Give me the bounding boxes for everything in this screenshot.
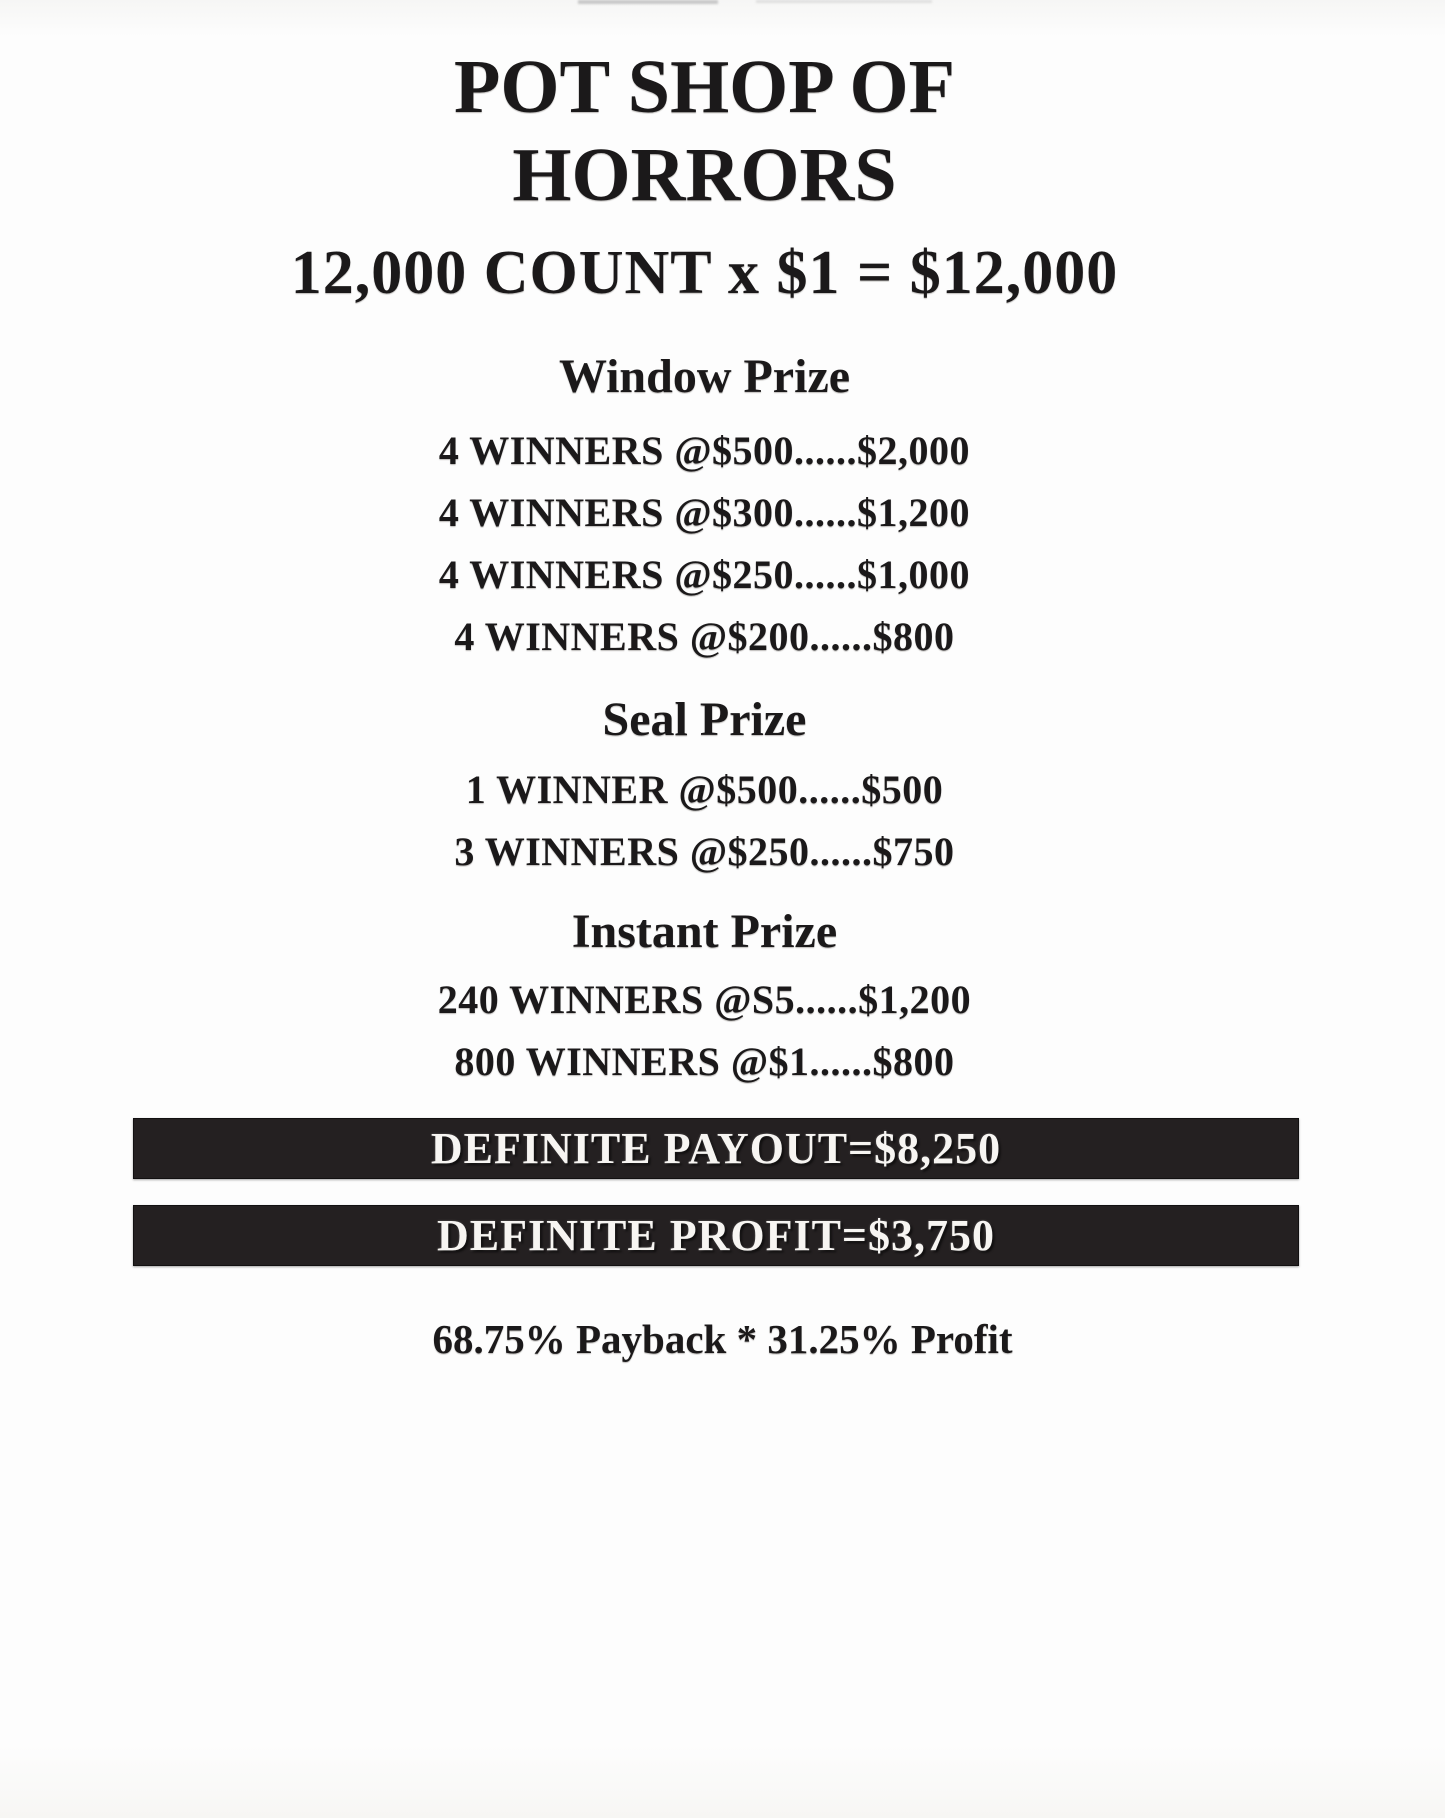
definite-payout-banner <box>133 1118 1299 1179</box>
definite-profit-banner <box>133 1205 1299 1266</box>
instant-prize-heading: Instant Prize <box>571 905 838 958</box>
seal-prize-lines <box>0 759 1409 883</box>
prize-line: 4 WINNERS @$250......$1,000 <box>438 552 971 597</box>
definite-payout-text: DEFINITE PAYOUT=$8,250 <box>430 1124 1002 1173</box>
section-instant-prize <box>0 906 1409 1093</box>
window-prize-heading: Window Prize <box>558 350 851 403</box>
prize-line: 1 WINNER @$500......$500 <box>465 767 944 812</box>
count-equation: 12,000 COUNT x $1 = $12,000 <box>290 239 1119 307</box>
title-line-2: HORRORS <box>512 133 897 217</box>
title-line-1: POT SHOP OF <box>453 45 956 129</box>
flyer-content <box>0 43 1445 1093</box>
prize-line: 800 WINNERS @$1......$800 <box>454 1039 955 1084</box>
scan-artifact-left <box>578 0 718 4</box>
prize-line: 3 WINNERS @$250......$750 <box>454 829 955 874</box>
instant-prize-lines <box>0 969 1409 1093</box>
prize-line: 4 WINNERS @$300......$1,200 <box>438 490 971 535</box>
prize-line: 4 WINNERS @$200......$800 <box>454 614 955 659</box>
section-seal-prize <box>0 694 1409 883</box>
seal-prize-heading: Seal Prize <box>602 693 807 746</box>
definite-profit-text: DEFINITE PROFIT=$3,750 <box>436 1211 995 1260</box>
payback-profit-line: 68.75% Payback * 31.25% Profit <box>432 1316 1013 1362</box>
section-window-prize <box>0 351 1409 668</box>
scan-artifact-right <box>756 0 932 3</box>
window-prize-lines <box>0 420 1409 668</box>
page-title <box>0 43 1409 219</box>
prize-line: 4 WINNERS @$500......$2,000 <box>438 428 971 473</box>
prize-line: 240 WINNERS @S5......$1,200 <box>437 977 972 1022</box>
